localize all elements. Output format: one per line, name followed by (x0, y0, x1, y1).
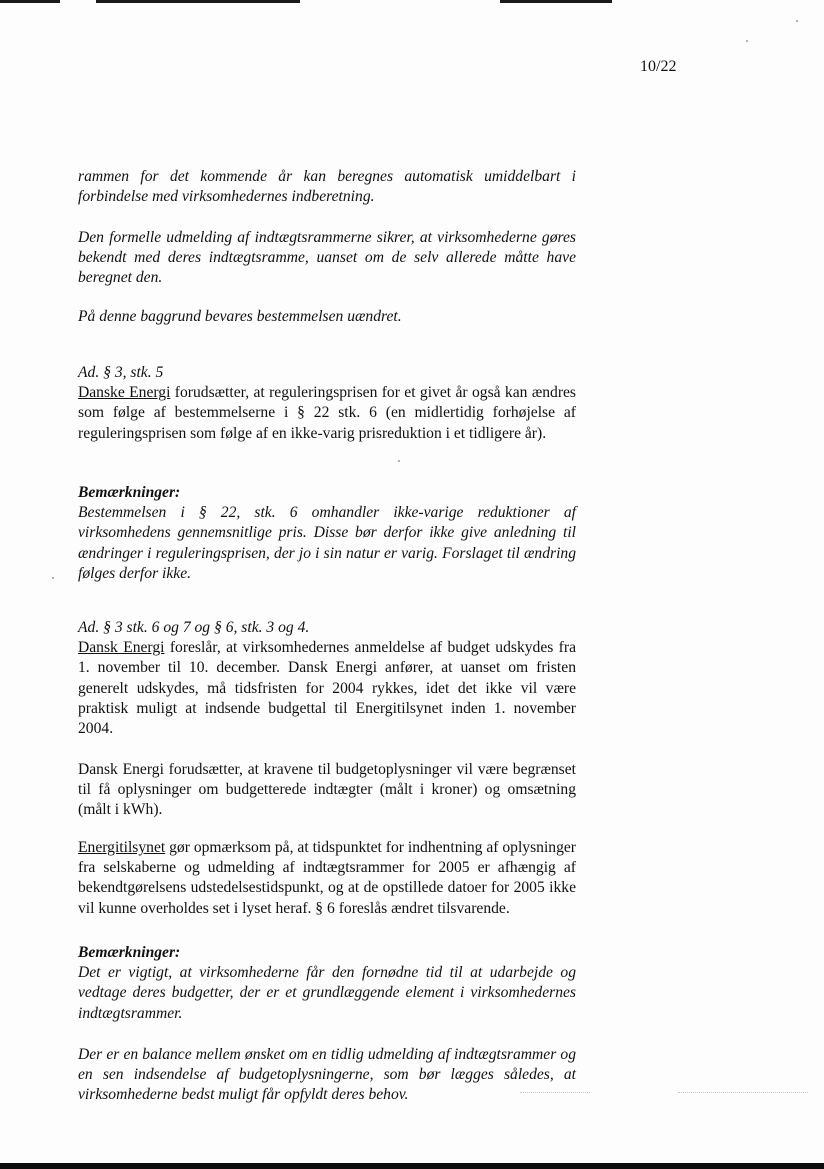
organization-name: Energitilsynet (78, 839, 166, 856)
section-3-remarks-2 (78, 1045, 576, 1106)
section-3-p3 (78, 838, 576, 919)
section-1-p3 (78, 307, 576, 327)
paragraph-text: gør opmærksom på, at tidspunktet for indhentning af oplysninger fra selskaberne og udmelding af indtægtsrammer for 2005 er afhængig af bekendtgørelsens udstedelsestidspunkt, og at de opstillede datoer for 2005 ikke vil kunne overholdes set i lyset heraf. § 6 foreslås ændret tilsvarende. (78, 839, 576, 917)
section-1-p2 (78, 228, 576, 289)
remarks-label: Bemærkninger: (78, 944, 181, 961)
scan-speck (796, 20, 798, 22)
section-heading: Ad. § 3, stk. 5 (78, 364, 164, 381)
paragraph-text: forudsætter, at reguleringsprisen for et givet år også kan ændres som følge af bestemmelserne i § 22 stk. 6 (en midlertidig forhøjelse af reguleringsprisen som følge af en ikke-varig prisreduktion i et tidligere år). (78, 384, 576, 442)
page-number: 10/22 (640, 58, 677, 75)
paragraph: rammen for det kommende år kan beregnes automatisk umiddelbart i forbindelse med virksomhedernes indberetning. (78, 168, 576, 206)
section-3-p2 (78, 760, 576, 821)
section-heading: Ad. § 3 stk. 6 og 7 og § 6, stk. 3 og 4. (78, 619, 310, 636)
scan-edge-gap (60, 0, 96, 3)
scan-edge-gap (300, 0, 500, 3)
section-1 (78, 167, 576, 207)
scan-edge-gap (612, 0, 824, 3)
paragraph (78, 383, 576, 444)
scan-speck (52, 577, 54, 579)
scan-edge-bottom (0, 1163, 824, 1169)
organization-name: Danske Energi (78, 384, 171, 402)
section-2-remarks (78, 483, 576, 584)
section-3 (78, 618, 576, 739)
scan-speck (398, 460, 400, 462)
remarks-text: Bestemmelsen i § 22, stk. 6 omhandler ikke-varige reduktioner af virksomhedens gennemsnitlige pris. Disse bør derfor ikke give anledning til ændringer i reguleringsprisen, der jo i sin natur er varig. Forslaget til ændring følges derfor ikke. (78, 504, 576, 582)
scan-speck-row (520, 1092, 590, 1095)
section-2 (78, 363, 576, 444)
scan-speck (746, 40, 748, 42)
remarks-label: Bemærkninger: (78, 484, 181, 501)
paragraph: På denne baggrund bevares bestemmelsen uændret. (78, 308, 402, 325)
remarks-text: Det er vigtigt, at virksomhederne får den fornødne tid til at udarbejde og vedtage deres budgetter, der er et grundlæggende element i virksomhedernes indtægtsrammer. (78, 964, 576, 1022)
paragraph: Dansk Energi forudsætter, at kravene til budgetoplysninger vil være begrænset til få oplysninger om budgetterede indtægter (målt i kroner) og omsætning (målt i kWh). (78, 761, 576, 819)
remarks-text: Der er en balance mellem ønsket om en tidlig udmelding af indtægtsrammer og en sen indsendelse af budgetoplysningerne, som bør lægges således, at virksomhederne bedst muligt får opfyldt deres behov. (78, 1046, 576, 1104)
paragraph (78, 838, 576, 919)
scan-speck-row (678, 1092, 808, 1095)
section-3-remarks (78, 943, 576, 1024)
organization-name: Dansk Energi (78, 639, 165, 657)
paragraph-text: foreslår, at virksomhedernes anmeldelse af budget udskydes fra 1. november til 10. december. Dansk Energi anfører, at uanset om fristen generelt udskydes, må tidsfristen for 2004 rykkes, idet det ikke vil være praktisk muligt at indsende budgettal til Energitilsynet inden 1. november 2004. (78, 639, 576, 738)
paragraph: Den formelle udmelding af indtægtsrammerne sikrer, at virksomhederne gøres bekendt med deres indtægtsramme, uanset om de selv allerede måtte have beregnet den. (78, 229, 576, 287)
paragraph (78, 638, 576, 739)
